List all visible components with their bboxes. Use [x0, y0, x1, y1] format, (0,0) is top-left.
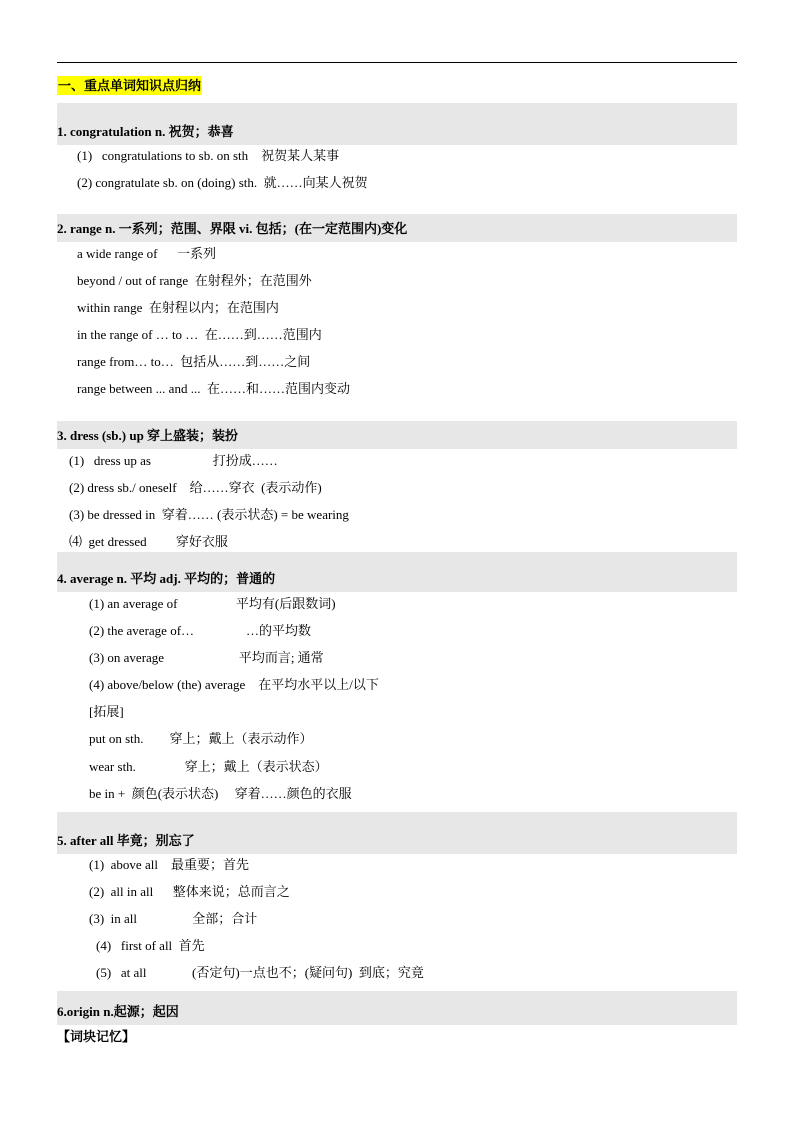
entry-line: (4) first of all 首先: [96, 938, 205, 953]
entry-line: in the range of … to … 在……到……范围内: [77, 327, 322, 342]
entry-heading: 3. dress (sb.) up 穿上盛装；装扮: [57, 428, 239, 443]
entry-line: (3) be dressed in 穿着…… (表示状态) = be wearing: [69, 507, 349, 522]
entry-heading: 1. congratulation n. 祝贺；恭喜: [57, 124, 234, 139]
entry-line: ⑷ get dressed 穿好衣服: [69, 534, 228, 549]
entry-line: be in + 颜色(表示状态) 穿着……颜色的衣服: [89, 786, 352, 801]
entry-heading: 4. average n. 平均 adj. 平均的；普通的: [57, 571, 276, 586]
entry-heading-bar: [57, 421, 737, 449]
entry-line: beyond / out of range 在射程外；在范围外: [77, 273, 312, 288]
entry-line: wear sth. 穿上；戴上（表示状态）: [89, 759, 328, 774]
entry-line: put on sth. 穿上；戴上（表示动作）: [89, 731, 313, 746]
entry-line: (1) dress up as 打扮成……: [69, 453, 278, 468]
entry-line: range from… to… 包括从……到……之间: [77, 354, 311, 369]
entry-heading-bar: [57, 214, 737, 242]
entry-heading: 5. after all 毕竟；别忘了: [57, 833, 195, 848]
entry-line: (4) above/below (the) average 在平均水平以上/以下: [89, 677, 379, 692]
section-title: 一、重点单词知识点归纳: [58, 78, 202, 93]
entry-line: (3) in all 全部；合计: [89, 911, 258, 926]
top-rule: [57, 62, 737, 63]
entry-line: [拓展]: [89, 704, 124, 719]
entry-line: (3) on average 平均而言; 通常: [89, 650, 324, 665]
entry-line: (1) congratulations to sb. on sth 祝贺某人某事: [77, 148, 340, 163]
entry-heading: 2. range n. 一系列；范围、界限 vi. 包括；(在一定范围内)变化: [57, 221, 408, 236]
entry-line: (1) an average of 平均有(后跟数词): [89, 596, 336, 611]
entry-heading-bar: [57, 812, 737, 854]
entry-line: (2) all in all 整体来说；总而言之: [89, 884, 290, 899]
entry-line: (1) above all 最重要；首先: [89, 857, 249, 872]
entry-line: a wide range of 一系列: [77, 246, 216, 261]
word-chunk-memory-label: 【词块记忆】: [57, 1029, 136, 1044]
entry-heading-bar: [57, 103, 737, 145]
entry-line: (5) at all (否定句)一点也不；(疑问句) 到底；究竟: [96, 965, 424, 980]
entry-line: (2) dress sb./ oneself 给……穿衣 (表示动作): [69, 480, 322, 495]
entry-line: (2) the average of… …的平均数: [89, 623, 312, 638]
entry-heading-bar: [57, 552, 737, 592]
entry-line: range between ... and ... 在……和……范围内变动: [77, 381, 350, 396]
entry-line: within range 在射程以内；在范围内: [77, 300, 279, 315]
entry-heading-bar: [57, 991, 737, 1025]
entry-line: (2) congratulate sb. on (doing) sth. 就……向某人祝贺: [77, 175, 368, 190]
entry-heading: 6.origin n.起源；起因: [57, 1004, 179, 1019]
